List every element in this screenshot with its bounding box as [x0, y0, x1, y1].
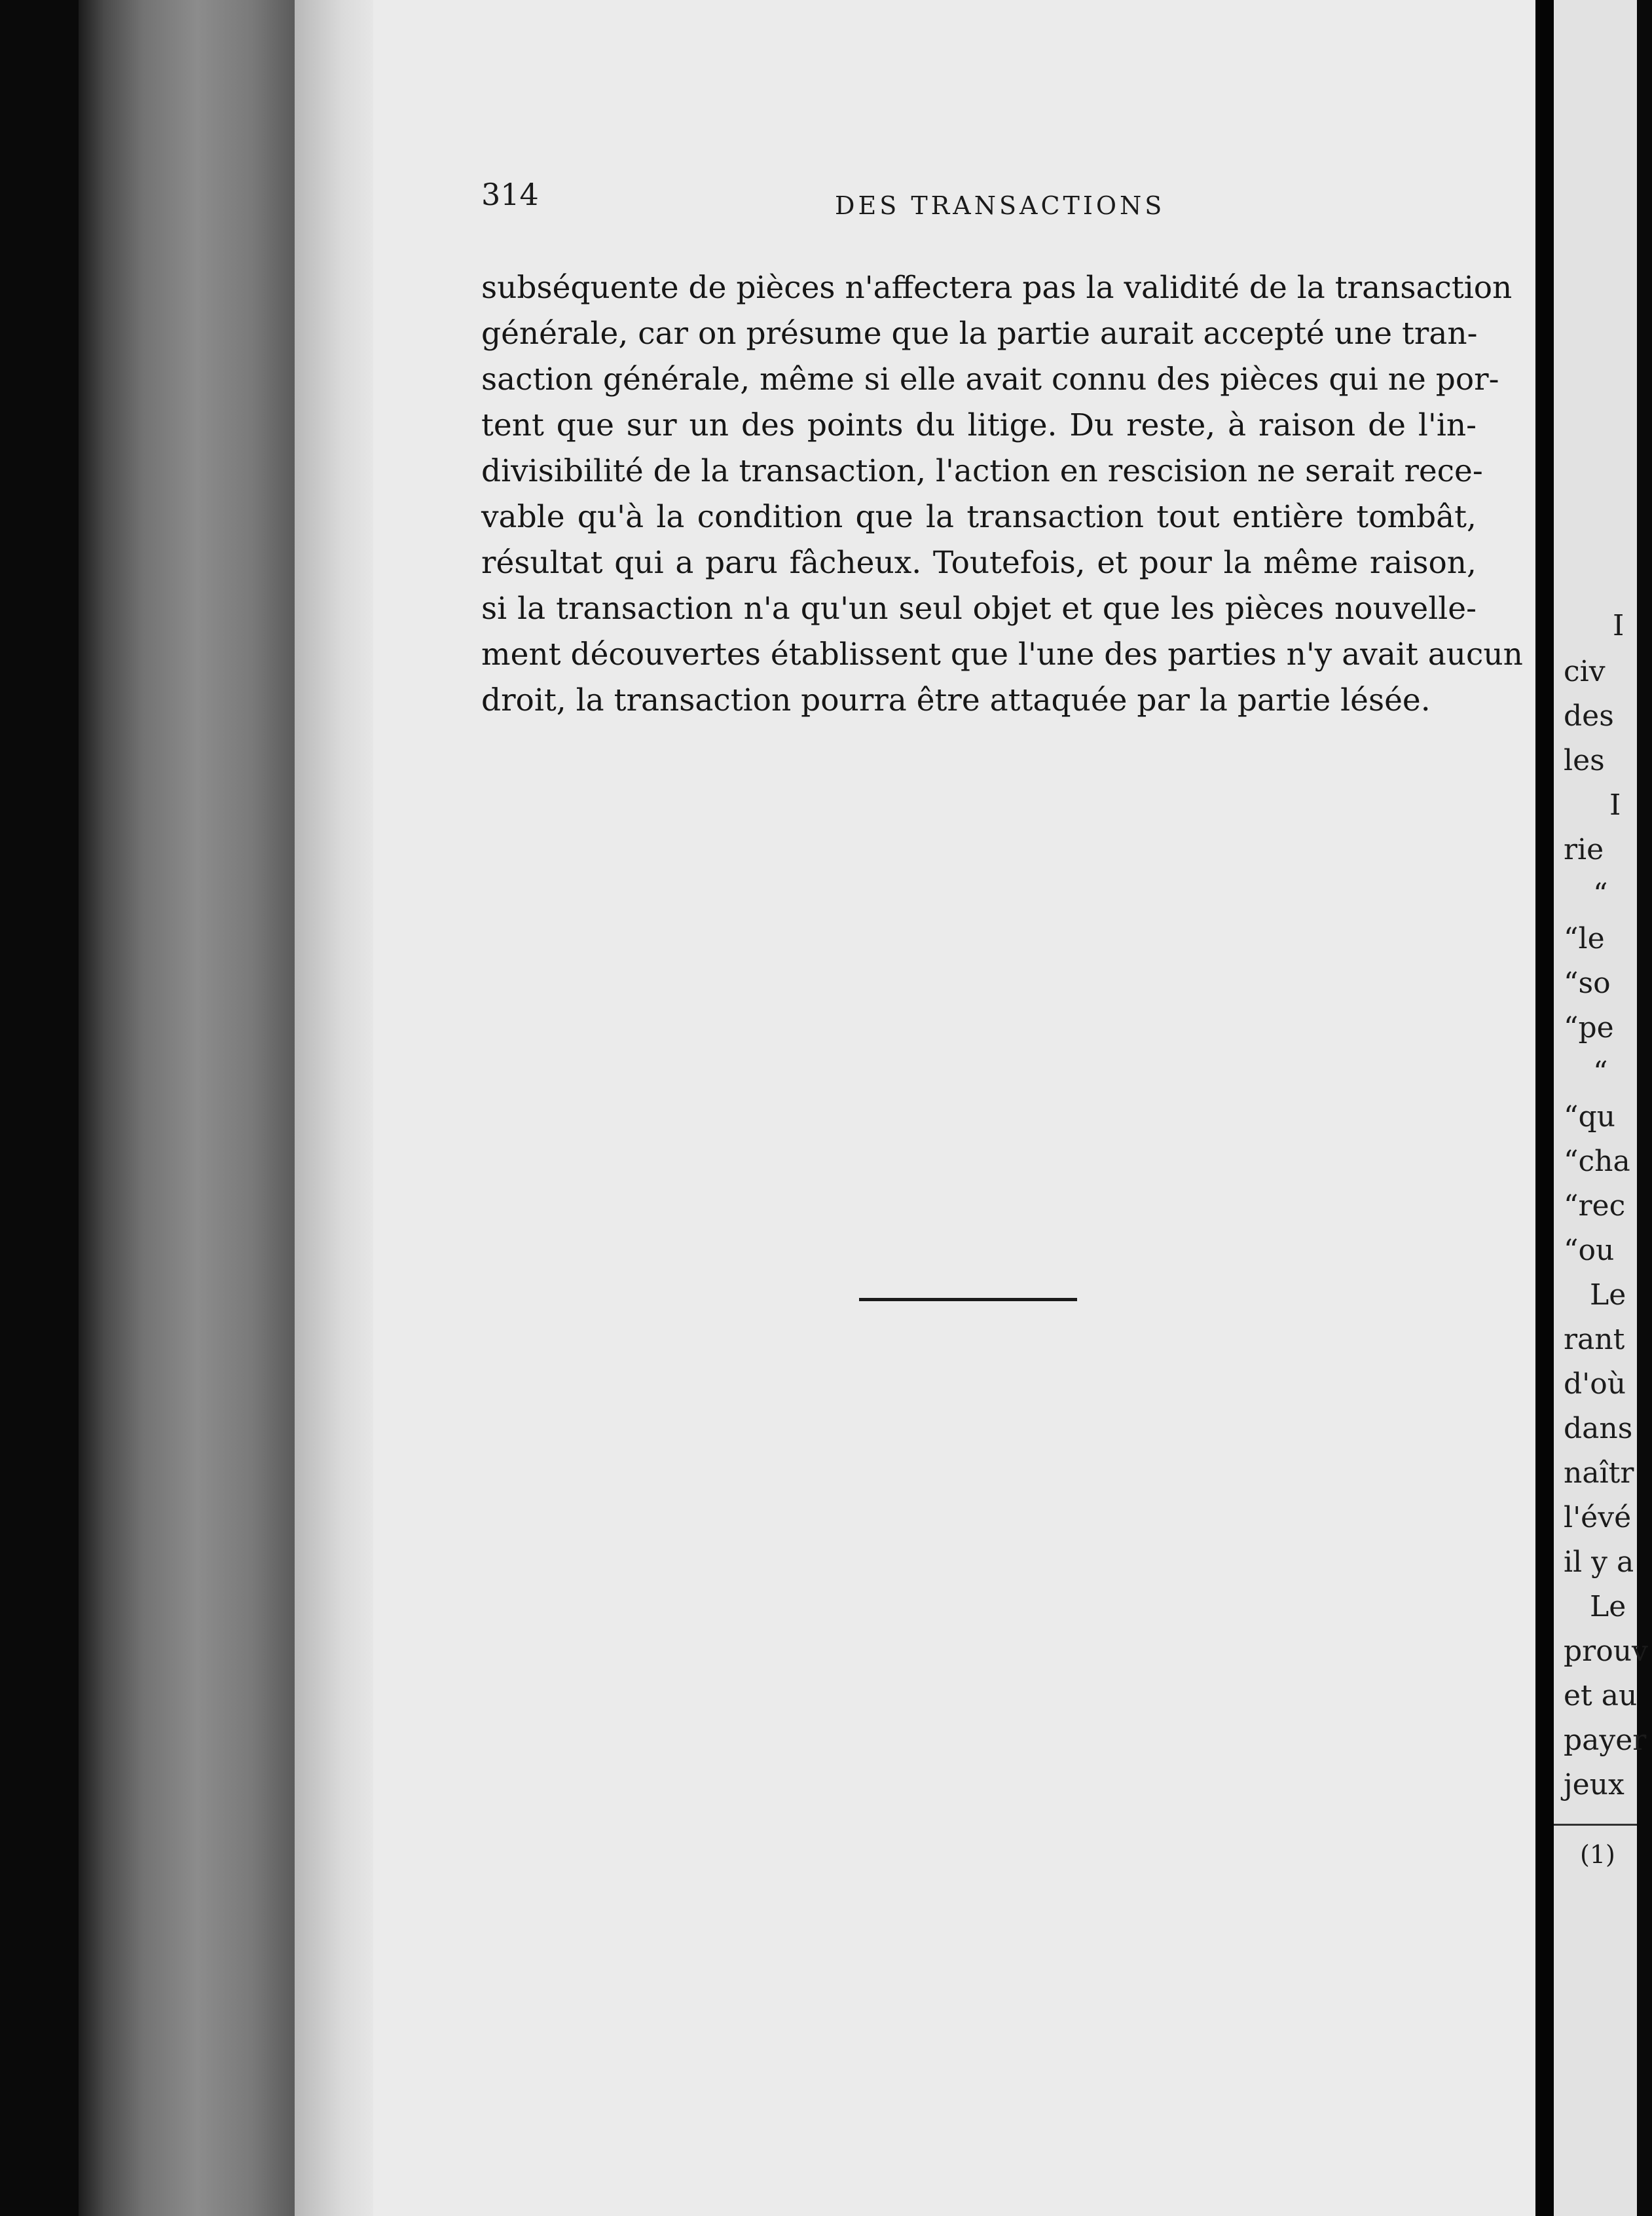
facing-fragment: Le [1590, 1278, 1626, 1312]
facing-fragment: “qu [1564, 1100, 1615, 1134]
facing-fragment: “le [1564, 922, 1605, 955]
facing-fragment: civ [1564, 655, 1606, 688]
facing-fragment: “ou [1564, 1234, 1615, 1267]
facing-fragment: des [1564, 699, 1614, 733]
text-line: si la transaction n'a qu'un seul objet et que les pièces nouvelle- [481, 591, 1477, 627]
facing-fragment: jeux [1564, 1768, 1624, 1801]
facing-fragment: rant [1564, 1323, 1625, 1356]
facing-page-edge [1554, 0, 1648, 2216]
facing-fragment: “cha [1564, 1145, 1630, 1178]
facing-fragment: payer [1564, 1724, 1647, 1757]
facing-fragment: l'évé [1564, 1501, 1632, 1534]
facing-fragment: “rec [1564, 1189, 1626, 1223]
facing-fragment: Le [1590, 1590, 1626, 1623]
facing-fragment: naîtr [1564, 1456, 1634, 1490]
facing-footnote-marker: (1) [1580, 1840, 1615, 1869]
text-line: divisibilité de la transaction, l'action en rescision ne serait rece- [481, 453, 1483, 489]
text-line: saction générale, même si elle avait connu des pièces qui ne por- [481, 361, 1499, 397]
book-binding-shadow [79, 0, 295, 2216]
facing-fragment: “ [1593, 877, 1608, 911]
facing-fragment: il y a [1564, 1545, 1634, 1579]
facing-fragment: dans [1564, 1412, 1633, 1445]
facing-footnote-rule [1554, 1824, 1637, 1826]
facing-fragment: I [1609, 788, 1621, 822]
facing-fragment: et au [1564, 1679, 1638, 1712]
section-end-rule [859, 1298, 1077, 1301]
running-head [481, 177, 1477, 229]
running-title: DES TRANSACTIONS [835, 191, 1166, 220]
facing-fragment: les [1564, 744, 1605, 777]
facing-fragment: “pe [1564, 1011, 1614, 1044]
text-line: ment découvertes établissent que l'une des parties n'y avait aucun [481, 637, 1523, 673]
text-line: droit, la transaction pourra être attaquée par la partie lésée. [481, 682, 1431, 718]
text-line: tent que sur un des points du litige. Du reste, à raison de l'in- [481, 407, 1477, 443]
text-line: vable qu'à la condition que la transaction tout entière tombât, [481, 499, 1477, 535]
text-line: générale, car on présume que la partie aurait accepté une tran- [481, 316, 1478, 352]
page-number: 314 [481, 177, 539, 212]
facing-fragment: I [1613, 609, 1624, 642]
facing-fragment: “ [1593, 1056, 1608, 1089]
facing-fragment: d'où [1564, 1367, 1626, 1401]
facing-fragment: “so [1564, 967, 1611, 1000]
page-inner-margin [295, 0, 373, 2216]
book-gutter [1535, 0, 1554, 2216]
facing-fragment: prouv [1564, 1634, 1648, 1668]
facing-fragment: rie [1564, 833, 1604, 866]
body-paragraph [481, 265, 1523, 724]
text-line: résultat qui a paru fâcheux. Toutefois, et pour la même raison, [481, 545, 1477, 581]
text-line: subséquente de pièces n'affectera pas la validité de la transaction [481, 270, 1513, 306]
